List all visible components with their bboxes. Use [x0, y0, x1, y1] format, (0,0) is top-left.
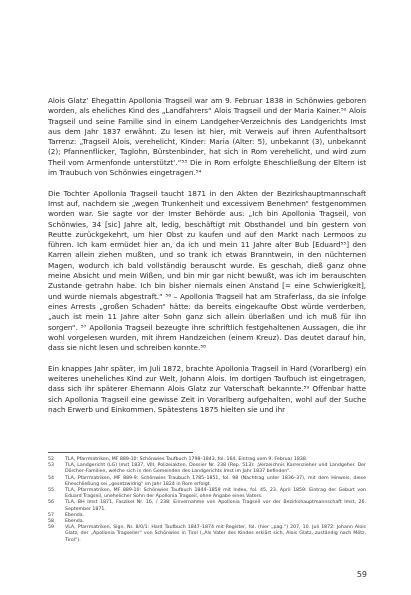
- footnote-number: 57: [48, 512, 54, 518]
- footnote-number: 53: [48, 463, 54, 469]
- footnote-number: 59: [48, 525, 54, 531]
- footnote-text: TLA, Pfarrmatriken, MF 889-9: Schönwies Traubuch 1785–1851, fol. 98 (Nachtrag unter 1836–37), mit dem Hinweis, diese Eheschließung sei „gesetzwidrig“ im Jahr 1824 in Rom erfolgt.: [65, 475, 366, 487]
- main-text: [48, 96, 366, 426]
- footnote-divider: [48, 452, 193, 453]
- footnotes: [48, 457, 366, 544]
- paragraph-3: Ein knappes Jahr später, im Juli 1872, brachte Apollonia Tragseil in Hard (Vorarlberg) ein weiteres uneheliches Kind zur Welt, Johann Alois. Im dortigen Taufbuch ist eingetragen, dass sich ihr späterer Ehemann Alois Glatz zur Vaterschaft bekannte.⁵⁹ Offenbar hatte sich Apollonia Tragseil eine gewisse Zeit in Vorarlberg aufgehalten, wohl auf der Suche nach Erwerb und Einkommen. Spätestens 1875 hielten sie und ihr: [48, 363, 366, 414]
- footnote: [48, 500, 366, 512]
- footnote-number: 55: [48, 488, 54, 494]
- paragraph-1: Alois Glatz’ Ehegattin Apollonia Tragseil war am 9. Februar 1838 in Schönwies geboren worden, als eheliches Kind des „Landfahrers“ Alois Tragseil und der Maria Kainer.⁵² Alois Tragseil und seine Familie sind in einem Landgeher-Verzeichnis des Landgerichts Imst aus dem Jahr 1837 erwähnt. Zu lesen ist hier, mit Verweis auf ihren Aufenthaltsort Tarrenz: „Tragseil Alois, verehelicht, Kinder: Maria (Alter: 5), unbekannt (3), unbekannt (2); Pfannenflicker, Taglohn, Bürstenbinder, hat sich in Rom verehelicht, und wird zum Theil vom Armenfonde unterstützt‘.“⁵³ Die in Rom erfolgte Eheschließung der Eltern ist im Traubuch von Schönwies eingetragen.⁵⁴: [48, 96, 366, 178]
- footnote: [48, 476, 366, 488]
- footnote-text: TLA, Pfarrmatriken, MF 889-10: Schönwies Taufbuch 1844–1859 mit Index, fol. 45, 23. April 1859: Eintrag der Geburt von Eduard Tragseil, unehelicher Sohn der Apollonia Tragseil, ohne Angabe eines Vaters.: [65, 488, 366, 500]
- footnote-text: VLA, Pfarrmatriken, Sign. Nr. 8/0/1: Hard Taufbuch 1847–1874 mit Register, fol. (hier „pag.“) 207, 10. Juli 1872: Johann Alois Glatz, der „Apollonia Tragseiler“ von Schönwies in Tirol („Als Vater des Kindes erklärt sich, Alois Glatz, zuständig nach Mötz, Tirol“).: [65, 525, 366, 543]
- footnote: [48, 525, 366, 544]
- footnote-text: TLA, BH Imst 1871, Faszikel Nr. 16, / 238: Einvernahme von Apollonia Tragseil vor der Bezirkshauptmannschaft Imst, 26. September 1871.: [65, 500, 366, 512]
- paragraph-2: Die Tochter Apollonia Tragseil taucht 1871 in den Akten der Bezirkshauptmannschaft Imst auf, nachdem sie „wegen Trunkenheit und excessivem Benehmen“ festgenommen worden war. Sie sagte vor der Imster Behörde aus: „Ich bin Apollonia Tragseil, von Schönwies, 34 [sic] Jahre alt, ledig, beschäftigt mit Obsthandel und bin gestern von Reutte zurückgekehrt, um hier Obst zu kaufen und auf den Markt nach Lermoos zu führen. Ich kam ermüdet hier an, da ich und mein 11 Jahre alter Bub [Eduard⁵⁵] den Karren allein ziehen mußten, und so trank ich etwas Branntwein, in den nüchternen Magen, wodurch ich bald vollständig berauscht wurde. Es geschah, dieß ganz ohne meine Absicht und mein Wißen, und bin mir gar nicht bewußt, was ich im berauschten Zustande getrahn habe. Ich bin bisher niemals einen Anstand [= eine Schwierigkeit], und wurde niemals abgestraft.“ ⁵⁶ – Apollonia Tragseil hat am Straferlass, da sie infolge eines Arrests „großen Schaden“ hätte: da bereits eingekaufte Obst würde verderben, „auch ist mein 11 Jahre alter Sohn ganz sich allein überlaßen und ich muß für ihn sorgen“. ⁵⁷ Apollonia Tragseil bezeugte ihre schriftlich festgehaltenen Aussagen, die ihr wohl vorgelesen wurden, mit ihrem Handzeichen (einem Kreuz). Das deutet darauf hin, dass sie nicht lesen und schreiben konnte.⁵⁸: [48, 188, 366, 353]
- footnote-number: 52: [48, 457, 54, 462]
- page-number: 59: [356, 570, 367, 579]
- footnote-text: TLA, Landgericht (LG) Imst 1837, VIII, Polizeiakten, Dossier Nr. 238 (Rep. 513): „Verzeichnis Karrenzieher und Landgeher. Der Dörcher–Familien, welche sich in den Gemeinden des Landgerichts Imst im Jahr 1837 befinden“.: [65, 463, 366, 475]
- footnote-number: 56: [48, 500, 54, 506]
- footnote: [48, 463, 366, 475]
- footnote-text: Ebenda.: [65, 512, 85, 518]
- footnote: [48, 488, 366, 500]
- footnote-number: 54: [48, 475, 54, 481]
- footnote-text: Ebenda.: [65, 519, 85, 525]
- footnote-number: 58: [48, 519, 54, 525]
- footnote-text: TLA, Pfarrmatriken, MF 889-10: Schönwies Taufbuch 1798–1843, fol. 164. Eintrag vom 9. Februar 1838.: [65, 457, 308, 462]
